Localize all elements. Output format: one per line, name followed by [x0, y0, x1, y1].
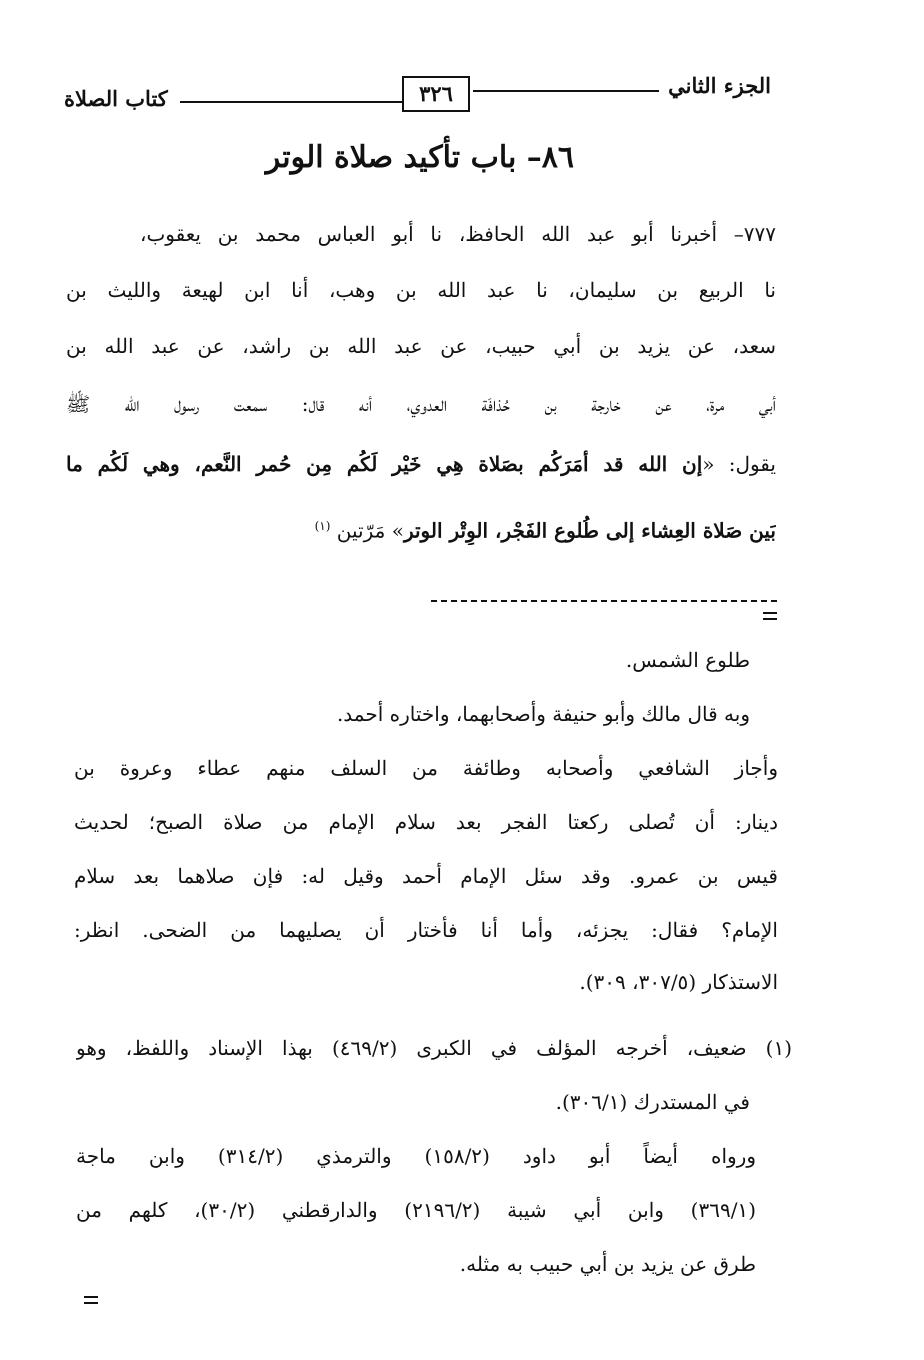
header-rule-left: [180, 101, 402, 103]
continuation-mark: [84, 1296, 98, 1304]
continuation-mark: [763, 612, 777, 620]
note-line: الإمام؟ فقال: يجزئه، وأما أنا فأختار أن يصليهما من الضحى. انظر:: [74, 918, 778, 942]
footnote-line: في المستدرك (٣٠٦/١).: [555, 1090, 750, 1114]
footnote-ref: (١): [314, 519, 331, 533]
chapter-title: ٨٦– باب تأكيد صلاة الوتر: [265, 140, 574, 175]
header-rule-right: [473, 90, 659, 92]
hadith-text-bold: بَين صَلاة العِشاء إلى طُلوع الفَجْر، الوِتْر الوتر: [403, 518, 776, 543]
main-text-line: أبي مرة، عن خارجة بن حُذافَة العدوي، أنه قال: سمعت رسول الله ﷺ: [66, 392, 776, 416]
repeat-note: » مَرّتين: [336, 518, 404, 543]
header-volume: الجزء الثاني: [668, 73, 771, 98]
main-text-line: [66, 450, 776, 478]
note-line: دينار: أن تُصلى ركعتا الفجر بعد سلام الإمام من صلاة الصبح؛ لحديث: [74, 810, 778, 834]
main-text-line: سعد، عن يزيد بن أبي حبيب، عن عبد الله بن راشد، عن عبد الله بن: [66, 334, 776, 358]
note-line: قيس بن عمرو. وقد سئل الإمام أحمد وقيل له: فإن صلاهما بعد سلام: [74, 864, 778, 888]
page-number: ٣٢٦: [402, 76, 470, 112]
quote-intro: يقول: «: [702, 452, 776, 476]
main-text-line: نا الربيع بن سليمان، نا عبد الله بن وهب، أنا ابن لهيعة والليث بن: [66, 278, 776, 302]
header-book-title: كتاب الصلاة: [64, 86, 168, 111]
main-text-line: [260, 512, 776, 545]
note-line: وأجاز الشافعي وأصحابه وطائفة من السلف منهم عطاء وعروة بن: [74, 756, 778, 780]
note-line: طلوع الشمس.: [625, 648, 750, 672]
note-line: الاستذكار (٣٠٧/٥، ٣٠٩).: [579, 970, 778, 994]
footnote-separator: [431, 600, 777, 602]
footnote-line: طرق عن يزيد بن أبي حبيب به مثله.: [459, 1252, 756, 1276]
main-text-line: ٧٧٧– أخبرنا أبو عبد الله الحافظ، نا أبو العباس محمد بن يعقوب،: [140, 222, 776, 246]
hadith-text-bold: إن الله قد أمَرَكُم بصَلاة هِي خَيْر لَكُم مِن حُمر النَّعم، وهي لَكُم ما: [66, 452, 703, 476]
footnote-line: (١) ضعيف، أخرجه المؤلف في الكبرى (٤٦٩/٢) بهذا الإسناد واللفظ، وهو: [76, 1036, 792, 1060]
note-line: وبه قال مالك وأبو حنيفة وأصحابهما، واختاره أحمد.: [336, 702, 750, 726]
footnote-line: ورواه أيضاً أبو داود (١٥٨/٢) والترمذي (٣١٤/٢) وابن ماجة: [76, 1144, 756, 1168]
footnote-line: (٣٦٩/١) وابن أبي شيبة (٢١٩٦/٢) والدارقطني (٣٠/٢)، كلهم من: [76, 1198, 756, 1222]
